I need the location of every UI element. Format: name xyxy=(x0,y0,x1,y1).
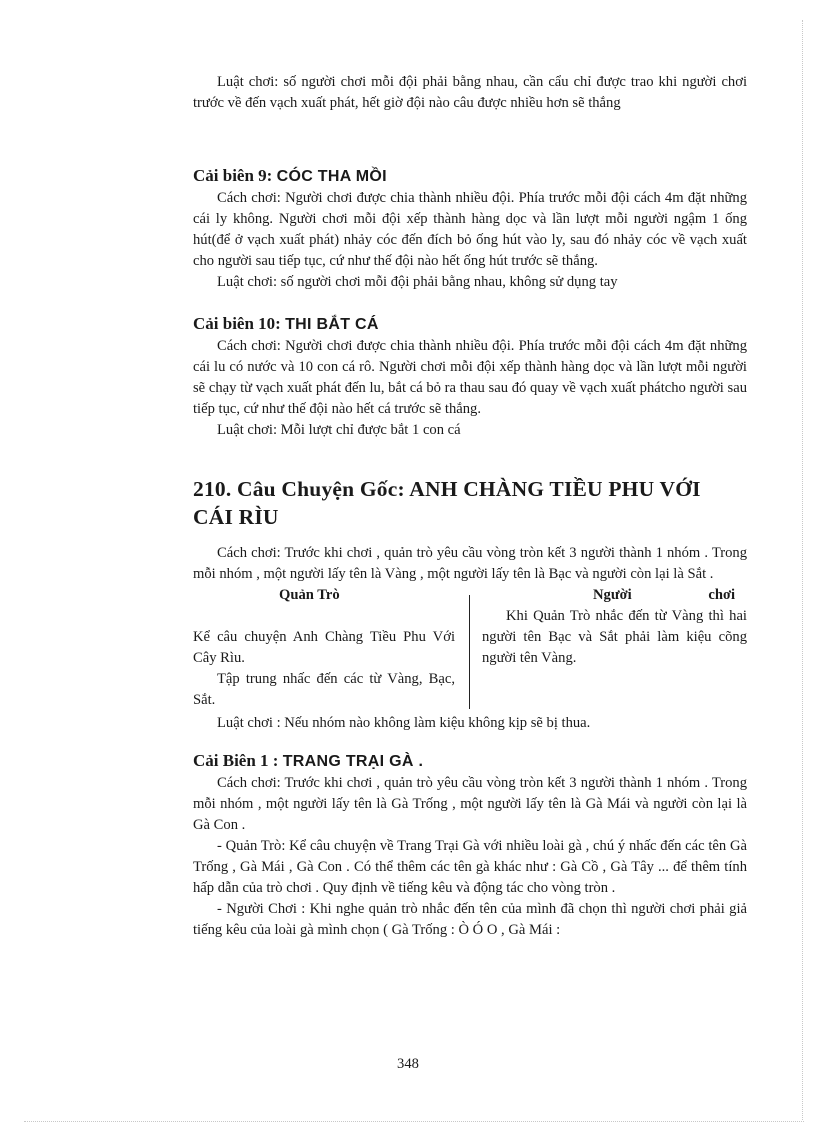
section-210-heading-line2: CÁI RÌU xyxy=(193,505,279,529)
cai-bien-9-prefix: Cải biên 9: xyxy=(193,166,277,185)
cai-bien-1-heading xyxy=(193,750,747,773)
cai-bien-1-prefix: Cải Biên 1 : xyxy=(193,751,283,770)
section-210-play: Cách chơi: Trước khi chơi , quản trò yêu cầu vòng tròn kết 3 người thành 1 nhóm . Trong mỗi nhóm , một người lấy tên là Vàng , một người lấy tên là Bạc và người còn lại là Sắt . xyxy=(193,545,747,582)
section-210-heading xyxy=(193,475,747,531)
col-right xyxy=(482,606,747,669)
cai-bien-9-play: Cách chơi: Người chơi được chia thành nhiều đội. Phía trước mỗi đội cách 4m đặt những cái ly không. Người chơi mỗi đội xếp thành hàng dọc và lần lượt mỗi người ngậm 1 ống hút(để ở vạch xuất phát) nhảy cóc đến đích bỏ ống hút vào ly, sau đó nhảy cóc về vạch xuất cho người sau tiếp tục, cứ như thế đội nào hết ống hút trước sẽ thắng. xyxy=(193,190,747,269)
cai-bien-1-play: Cách chơi: Trước khi chơi , quản trò yêu cầu vòng tròn kết 3 người thành 1 nhóm . Trong mỗi nhóm , một người lấy tên là Gà Trống , một người lấy tên là Gà Mái và người còn lại là Gà Con . xyxy=(193,775,747,833)
cai-bien-10-play: Cách chơi: Người chơi được chia thành nhiều đội. Phía trước mỗi đội cách 4m đặt những cái lu có nước và 10 con cá rô. Người chơi mỗi đội xếp thành hàng dọc và lần lượt mỗi người sẽ chạy từ vạch xuất phát đến lu, bắt cá bỏ ra thau sau đó quay về vạch xuất phátcho người sau tiếp tục, cứ như thế đội nào hết cá trước sẽ thắng. xyxy=(193,338,747,417)
cai-bien-10-title: THI BẮT CÁ xyxy=(285,316,379,333)
cai-bien-1-title: TRANG TRẠI GÀ . xyxy=(282,753,424,770)
cai-bien-10-heading xyxy=(193,313,747,336)
page-number: 348 xyxy=(397,1056,419,1072)
col-left xyxy=(193,627,455,711)
cai-bien-1-host: - Quản Trò: Kể câu chuyện về Trang Trại Gà với nhiều loài gà , chú ý nhấc đến các tên Gà Trống , Gà Mái , Gà Con . Có thể thêm các tên gà khác như : Gà Cồ , Gà Tây ... để thêm tính hấp dẫn của trò chơi . Quy định về tiếng kêu và động tác cho vòng tròn . xyxy=(193,838,747,896)
page-edge-right xyxy=(802,20,804,1120)
left-p1: Kể câu chuyện Anh Chàng Tiều Phu Với Cây Rìu. xyxy=(193,629,455,666)
cai-bien-9-rule: Luật chơi: số người chơi mỗi đội phải bằng nhau, không sử dụng tay xyxy=(217,274,618,290)
right-p1: Khi Quản Trò nhắc đến từ Vàng thì hai người tên Bạc và Sắt phải làm kiệu cõng người tên Vàng. xyxy=(482,608,747,666)
cai-bien-9-title: CÓC THA MỒI xyxy=(276,168,387,185)
section-210-heading-line1: 210. Câu Chuyện Gốc: ANH CHÀNG TIỀU PHU VỚI xyxy=(193,477,701,501)
cai-bien-1-player: - Người Chơi : Khi nghe quản trò nhắc đến tên của mình đã chọn thì người chơi phải giả tiếng kêu của loài gà mình chọn ( Gà Trống : Ò Ó O , Gà Mái : xyxy=(193,901,747,938)
intro-rule: Luật chơi: số người chơi mỗi đội phải bằng nhau, cần cẩu chỉ được trao khi người chơi trước về đến vạch xuất phát, hết giờ đội nào câu được nhiều hơn sẽ thắng xyxy=(193,74,747,111)
cai-bien-10-prefix: Cải biên 10: xyxy=(193,314,286,333)
left-p2: Tập trung nhấc đến các từ Vàng, Bạc, Sắt. xyxy=(193,671,455,708)
section-210-rule: Luật chơi : Nếu nhóm nào không làm kiệu không kịp sẽ bị thua. xyxy=(217,715,591,731)
col-right-header: Người chơi xyxy=(593,587,736,603)
cai-bien-10-rule: Luật chơi: Mỗi lượt chỉ được bắt 1 con cá xyxy=(217,422,461,438)
page-content xyxy=(193,72,747,941)
two-column-table xyxy=(193,585,747,713)
column-divider xyxy=(469,595,470,709)
cai-bien-9-heading xyxy=(193,165,747,188)
col-left-header: Quản Trò xyxy=(279,587,340,603)
